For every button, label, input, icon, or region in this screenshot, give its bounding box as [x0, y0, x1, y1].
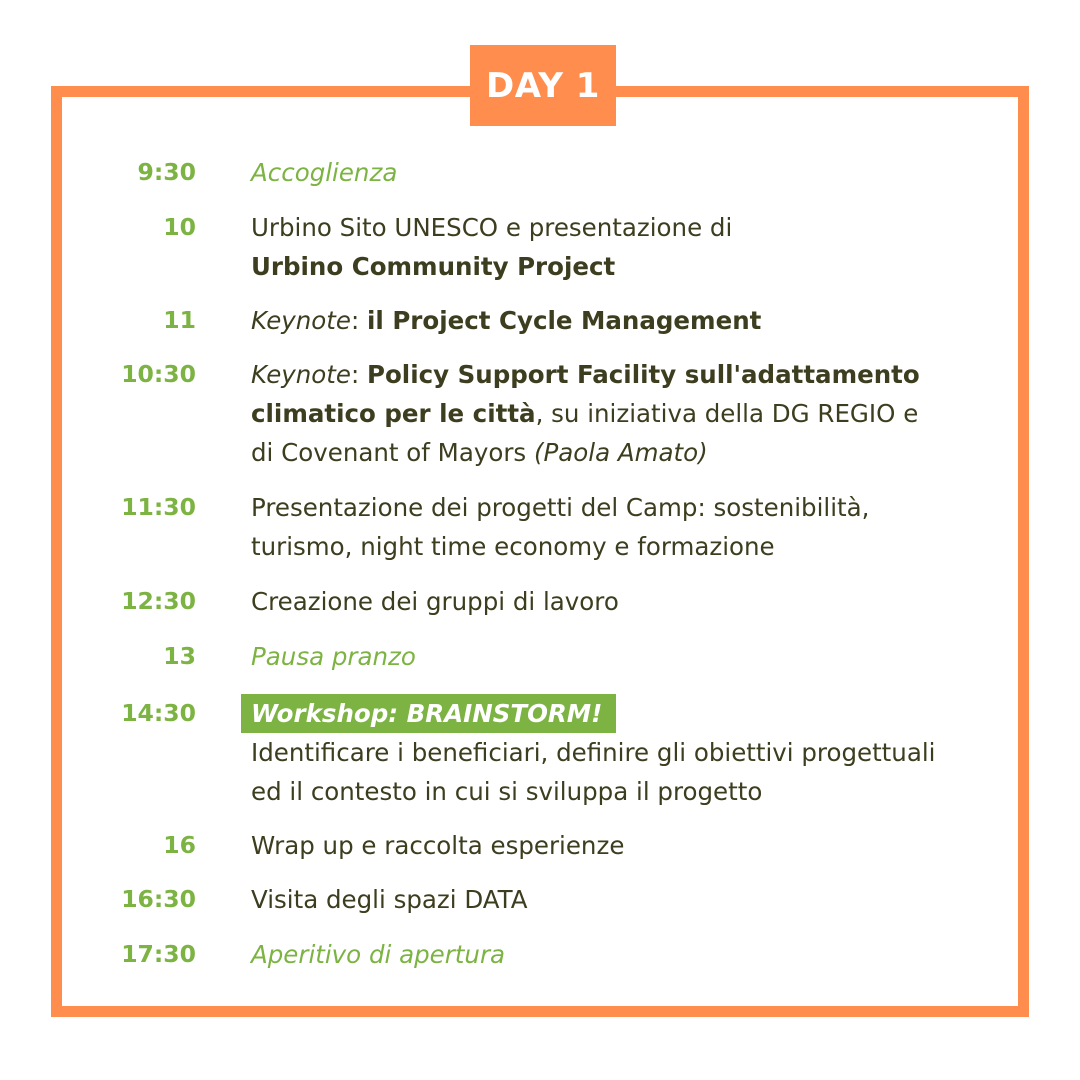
separator: :: [350, 306, 368, 335]
keynote-label: Keynote: [251, 306, 351, 335]
time-label: 14:30: [121, 699, 196, 727]
time-label: 11:30: [121, 493, 196, 521]
event-text: Creazione dei gruppi di lavoro: [251, 587, 619, 616]
time-label: 10: [163, 213, 196, 241]
time-label: 17:30: [121, 940, 196, 968]
event-line: Urbino Sito UNESCO e presentazione di: [251, 213, 733, 242]
event-line: Presentazione dei progetti del Camp: sostenibilità,: [251, 493, 870, 522]
separator: :: [350, 360, 368, 389]
event-text: [251, 301, 1011, 340]
time-label: 10:30: [121, 360, 196, 388]
speaker-name: (Paola Amato): [533, 438, 708, 467]
event-text: [251, 208, 1011, 286]
time-label: 16:30: [121, 885, 196, 913]
event-line: turismo, night time economy e formazione: [251, 532, 775, 561]
event-text: [251, 355, 1011, 472]
event-highlight: Policy Support Facility sull'adattamento: [367, 360, 920, 389]
event-line: di Covenant of Mayors: [251, 438, 534, 467]
event-highlight: climatico per le città: [251, 399, 536, 428]
event-text: Visita degli spazi DATA: [251, 885, 528, 914]
event-text: Aperitivo di apertura: [251, 940, 506, 969]
event-text: [251, 488, 1011, 566]
event-line: ed il contesto in cui si sviluppa il progetto: [251, 777, 763, 806]
event-line: Identificare i beneficiari, definire gli obiettivi progettuali: [251, 738, 936, 767]
time-label: 12:30: [121, 587, 196, 615]
event-text: Pausa pranzo: [251, 642, 416, 671]
event-highlight: il Project Cycle Management: [367, 306, 762, 335]
time-label: 16: [163, 831, 196, 859]
day-badge: DAY 1: [470, 45, 616, 126]
keynote-label: Keynote: [251, 360, 351, 389]
event-text: Accoglienza: [251, 158, 398, 187]
event-line: , su iniziativa della DG REGIO e: [535, 399, 919, 428]
time-label: 11: [163, 306, 196, 334]
time-label: 9:30: [137, 158, 196, 186]
event-text: [251, 694, 1011, 811]
event-highlight: Urbino Community Project: [251, 252, 616, 281]
event-text: Wrap up e raccolta esperienze: [251, 831, 625, 860]
time-label: 13: [163, 642, 196, 670]
workshop-tag: Workshop: BRAINSTORM!: [241, 694, 616, 733]
